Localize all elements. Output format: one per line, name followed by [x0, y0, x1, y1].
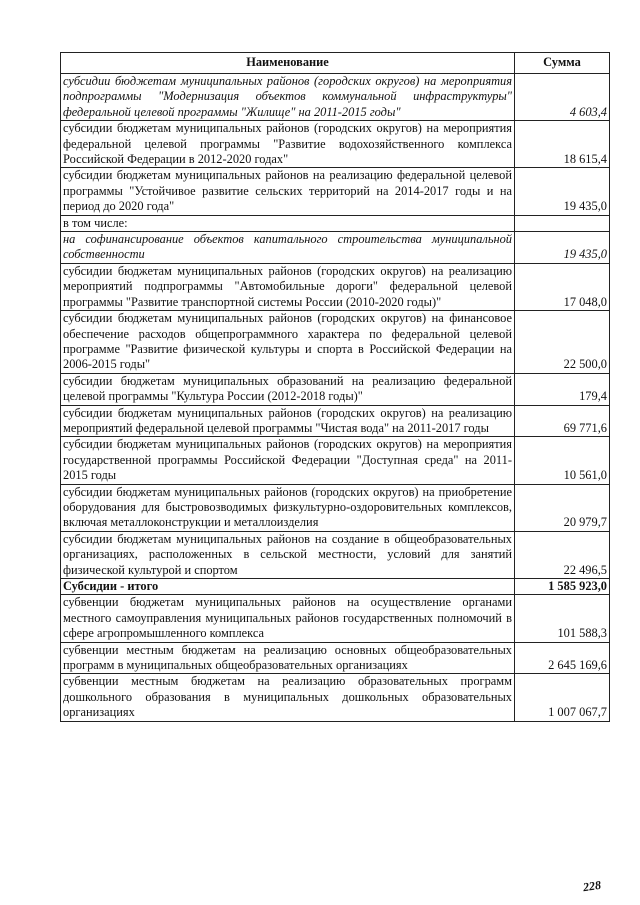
- row-sum: 20 979,7: [515, 484, 610, 531]
- page-number: 228: [582, 877, 602, 895]
- row-name: на софинансирование объектов капитального строительства муниципальной собственности: [61, 232, 515, 264]
- row-sum: 4 603,4: [515, 74, 610, 121]
- subsidies-total-row: [61, 579, 610, 595]
- row-sum: 1 585 923,0: [515, 579, 610, 595]
- row-name: субсидии бюджетам муниципальных районов (городских округов) на мероприятия государственной программы Российской Федерации "Доступная среда" на 2011-2015 годы: [61, 437, 515, 484]
- row-name: субвенции местным бюджетам на реализацию образовательных программ дошкольного образования в муниципальных дошкольных образовательных организациях: [61, 674, 515, 721]
- table-row: [61, 642, 610, 674]
- table-row: [61, 595, 610, 642]
- row-sum: 22 496,5: [515, 531, 610, 578]
- table-row: [61, 437, 610, 484]
- table-row: [61, 531, 610, 578]
- row-name: субсидии бюджетам муниципальных районов (городских округов) на мероприятия подпрограммы "Модернизация объектов коммунальной инфраструктуры" федеральной целевой программы "Жилище" на 2011-2015 годы": [61, 74, 515, 121]
- row-sum: 18 615,4: [515, 121, 610, 168]
- row-sum: 19 435,0: [515, 232, 610, 264]
- row-name: субсидии бюджетам муниципальных районов (городских округов) на реализацию мероприятий федеральной целевой программы "Чистая вода" на 2011-2017 годы: [61, 405, 515, 437]
- row-name: субсидии бюджетам муниципальных районов (городских округов) на приобретение оборудования для быстровозводимых физкультурно-оздоровительных комплексов, включая металлоконструкции и металлоизделия: [61, 484, 515, 531]
- row-sum: 69 771,6: [515, 405, 610, 437]
- table-row: [61, 674, 610, 721]
- row-name: субсидии бюджетам муниципальных образований на реализацию федеральной целевой программы "Культура России (2012-2018 годы)": [61, 373, 515, 405]
- row-sum: 101 588,3: [515, 595, 610, 642]
- table-row: [61, 263, 610, 310]
- table-row: [61, 215, 610, 231]
- table-row: [61, 484, 610, 531]
- table-row: [61, 121, 610, 168]
- table-row: [61, 373, 610, 405]
- row-sum: 19 435,0: [515, 168, 610, 215]
- row-sum: 179,4: [515, 373, 610, 405]
- column-header-name: Наименование: [61, 53, 515, 74]
- table-row: [61, 168, 610, 215]
- table-row: [61, 405, 610, 437]
- row-sum: 10 561,0: [515, 437, 610, 484]
- table-row: [61, 311, 610, 374]
- row-name: субсидии бюджетам муниципальных районов на реализацию федеральной целевой программы "Устойчивое развитие сельских территорий на 2014-2017 годы и на период до 2020 года": [61, 168, 515, 215]
- row-name: в том числе:: [61, 215, 515, 231]
- row-name: субсидии бюджетам муниципальных районов на создание в общеобразовательных организациях, расположенных в сельской местности, условий для занятий физической культурой и спортом: [61, 531, 515, 578]
- column-header-sum: Сумма: [515, 53, 610, 74]
- budget-table: [60, 52, 610, 722]
- row-sum: 2 645 169,6: [515, 642, 610, 674]
- row-sum: 22 500,0: [515, 311, 610, 374]
- row-name: Субсидии - итого: [61, 579, 515, 595]
- row-name: субсидии бюджетам муниципальных районов (городских округов) на реализацию мероприятий подпрограммы "Автомобильные дороги" федеральной целевой программы "Развитие транспортной системы России (2010-2020 годы)": [61, 263, 515, 310]
- table-row: [61, 232, 610, 264]
- row-name: субвенции бюджетам муниципальных районов на осуществление органами местного самоуправления муниципальных районов государственных полномочий в сфере агропромышленного комплекса: [61, 595, 515, 642]
- row-sum: 17 048,0: [515, 263, 610, 310]
- row-name: субвенции местным бюджетам на реализацию основных общеобразовательных программ в муниципальных общеобразовательных организациях: [61, 642, 515, 674]
- row-sum: [515, 215, 610, 231]
- table-row: [61, 74, 610, 121]
- row-sum: 1 007 067,7: [515, 674, 610, 721]
- table-header-row: [61, 53, 610, 74]
- row-name: субсидии бюджетам муниципальных районов (городских округов) на финансовое обеспечение расходов общепрограммного характера по федеральной целевой программе "Развитие физической культуры и спорта в Российской Федерации на 2006-2015 годы": [61, 311, 515, 374]
- row-name: субсидии бюджетам муниципальных районов (городских округов) на мероприятия федеральной целевой программы "Развитие водохозяйственного комплекса Российской Федерации в 2012-2020 годах": [61, 121, 515, 168]
